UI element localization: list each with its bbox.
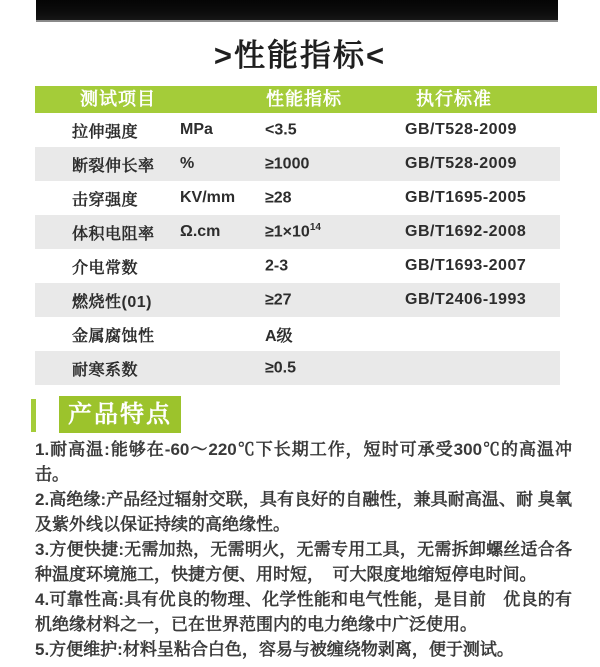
cell-unit: %	[180, 155, 195, 172]
table-row	[35, 181, 560, 215]
cell-value	[265, 222, 405, 241]
spec-table-header	[35, 86, 597, 113]
feature-item: 4.可靠性高:具有优良的物理、化学性能和电气性能，是目前 优良的有机绝缘材料之一，已在世界范围内的电力绝缘中广泛使用。	[35, 590, 572, 634]
cell-value	[265, 188, 405, 207]
cell-test-item: 介电常数	[72, 259, 139, 277]
cell-standard: GB/T1692-2008	[405, 223, 527, 240]
cell-value	[265, 290, 405, 309]
cell-value-text: ≥1000	[265, 155, 310, 173]
cell-test-item: 断裂伸长率	[72, 157, 155, 175]
cell-value	[265, 358, 405, 377]
column-header-performance: 性能指标	[266, 89, 342, 109]
cell-value-text: ≥0.5	[265, 359, 297, 377]
cell-value	[265, 120, 405, 139]
column-header-test-item: 测试项目	[80, 89, 156, 109]
top-banner-image	[36, 0, 558, 22]
cell-unit: Ω.cm	[180, 223, 221, 240]
features-list	[35, 437, 572, 667]
cell-test-item: 击穿强度	[72, 191, 139, 209]
cell-value-text: ≥1×10	[265, 223, 310, 241]
cell-value	[265, 323, 405, 346]
feature-item: 1.耐高温:能够在-60～220℃下长期工作，短时可承受300℃的高温冲击。	[35, 440, 572, 484]
cell-test-item: 体积电阻率	[72, 225, 155, 243]
cell-test-item: 燃烧性(01)	[72, 293, 152, 311]
cell-value	[265, 154, 405, 173]
cell-test-item: 金属腐蚀性	[72, 327, 155, 345]
features-section-badge: 产品特点	[59, 396, 181, 433]
spec-table	[35, 86, 597, 385]
cell-test-item: 拉伸强度	[72, 123, 139, 141]
cell-standard: GB/T528-2009	[405, 121, 517, 138]
cell-standard: GB/T1695-2005	[405, 189, 527, 206]
table-row	[35, 215, 560, 249]
page-title: >性能指标<	[213, 38, 387, 73]
cell-standard: GB/T1693-2007	[405, 257, 527, 274]
table-row	[35, 113, 560, 147]
feature-item: 2.高绝缘:产品经过辐射交联，具有良好的自融性，兼具耐高温、耐 臭氧及紫外线以保证持续的高绝缘性。	[35, 490, 572, 534]
cell-value-text: 2-3	[265, 257, 289, 275]
table-row	[35, 249, 560, 283]
feature-item: 3.方便快捷:无需加热，无需明火，无需专用工具，无需拆卸螺丝适合各种温度环境施工，快捷方便、用时短， 可大限度地缩短停电时间。	[35, 540, 572, 584]
spec-table-body	[35, 113, 560, 385]
cell-unit: KV/mm	[180, 189, 236, 206]
cell-standard: GB/T528-2009	[405, 155, 517, 172]
cell-standard: GB/T2406-1993	[405, 291, 527, 308]
cell-value	[265, 256, 405, 275]
cell-value-text: ≥27	[265, 291, 292, 309]
feature-item: 5.方便维护:材料呈粘合白色，容易与被缠绕物剥离，便于测试。	[35, 640, 514, 659]
cell-value-text: <3.5	[265, 121, 297, 139]
column-header-standard: 执行标准	[416, 89, 492, 109]
cell-test-item: 耐寒系数	[72, 361, 139, 379]
table-row	[35, 351, 560, 385]
cell-value-exponent: 14	[309, 222, 321, 234]
cell-value-text: ≥28	[265, 189, 292, 207]
table-row	[35, 283, 560, 317]
cell-unit: MPa	[180, 121, 213, 138]
section-accent-bar	[31, 399, 36, 432]
cell-value-text: A级	[265, 327, 293, 345]
table-row	[35, 317, 560, 351]
table-row	[35, 147, 560, 181]
